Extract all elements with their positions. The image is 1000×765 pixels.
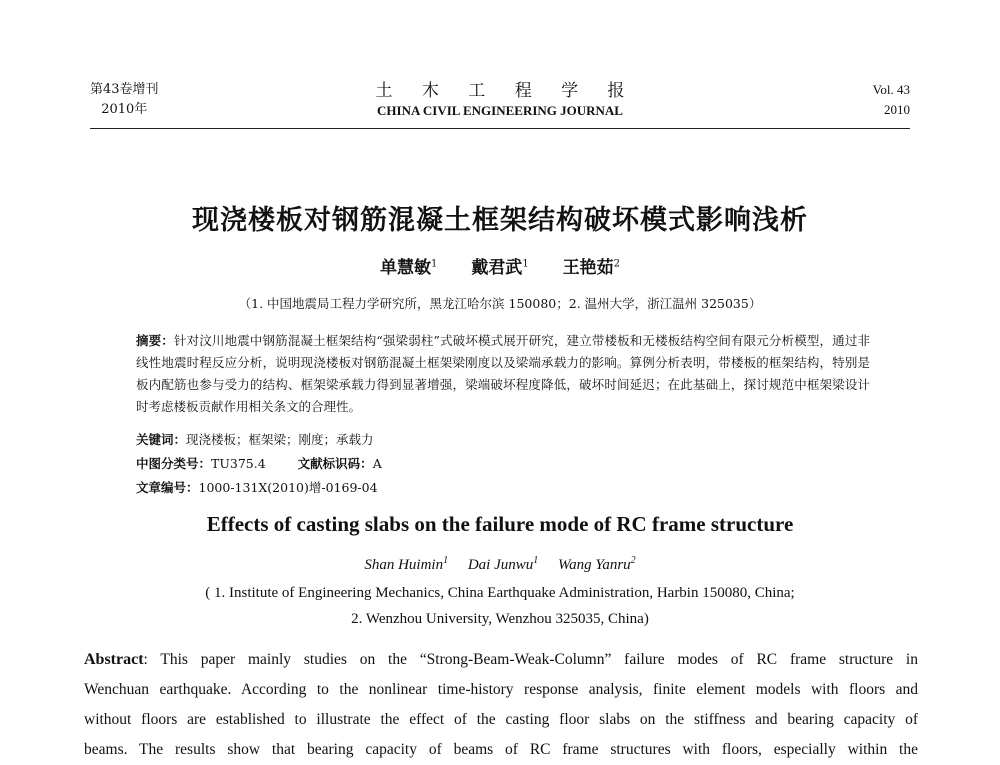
title-en: Effects of casting slabs on the failure mode of RC frame structure — [206, 512, 794, 536]
running-header — [90, 80, 910, 132]
clc-value: TU375.4 — [211, 456, 266, 471]
year-en: 2010 — [884, 102, 910, 117]
abstract-en-line: without floors are established to illustrate the effect of the casting floor slabs on the stiffness and bearing capacity of — [84, 711, 918, 728]
abstract-en-line: Abstract: This paper mainly studies on the “Strong-Beam-Weak-Column” failure modes of RC frame structure in — [84, 651, 918, 668]
title-cn: 现浇楼板对钢筋混凝土框架结构破坏模式影响浅析 — [192, 205, 808, 236]
affiliation-en-line1: ( 1. Institute of Engineering Mechanics, China Earthquake Administration, Harbin 150080, China; — [205, 585, 795, 601]
keywords-text: 现浇楼板；框架梁；刚度；承载力 — [186, 432, 374, 447]
article-number — [136, 478, 378, 498]
article-no-label: 文章编号： — [136, 480, 199, 495]
abstract-en-label: Abstract — [84, 651, 144, 668]
abstract-en-line: beams. The results show that bearing capacity of beams of RC frame structures with floors, especially within the — [84, 741, 918, 758]
doc-code-value: A — [372, 456, 382, 471]
abstract-en-line: Wenchuan earthquake. According to the nonlinear time-history response analysis, finite element models with floors and — [84, 681, 918, 698]
classification-line — [136, 454, 382, 474]
author-cn: 单慧敏$^1$ — [380, 258, 438, 278]
affiliation-en-line2: 2. Wenzhou University, Wenzhou 325035, China) — [351, 611, 649, 627]
author-en: Shan Huimin$^1$ — [364, 555, 449, 573]
abstract-cn-label: 摘要： — [136, 333, 174, 348]
header-center — [90, 80, 910, 120]
author-en: Dai Junwu$^1$ — [467, 555, 539, 573]
clc-label: 中图分类号： — [136, 456, 212, 471]
volume-en: Vol. 43 — [872, 82, 910, 97]
abstract-cn — [136, 330, 870, 418]
journal-name-cn: 土 木 工 程 学 报 — [375, 81, 637, 101]
year-cn: 2010年 — [101, 102, 148, 117]
volume-cn: 第43卷增刊 — [90, 82, 159, 97]
authors-cn — [0, 253, 1000, 278]
abstract-cn-text: 针对汶川地震中钢筋混凝土框架结构“强梁弱柱”式破坏模式展开研究，建立带楼板和无楼板结构空间有限元分析模型，通过非线性地震时程反应分析，说明现浇楼板对钢筋混凝土框架梁刚度以及梁端承载力的影响。算例分析表明，带楼板的框架结构，特别是板内配筋也参与受力的结构、框架梁承载力得到显著增强，梁端破坏程度降低，破坏时间延迟；在此基础上，探讨规范中框架梁设计时考虑楼板贡献作用相关条文的合理性。 — [136, 333, 870, 414]
keywords-label: 关键词： — [136, 432, 187, 447]
authors-en — [0, 555, 1000, 574]
header-right — [873, 80, 910, 120]
journal-name-en: CHINA CIVIL ENGINEERING JOURNAL — [377, 103, 623, 118]
affiliations-cn: （1. 中国地震局工程力学研究所，黑龙江哈尔滨 150080；2. 温州大学，浙江温州 325035） — [238, 296, 762, 311]
article-no-value: 1000-131X(2010)增-0169-04 — [198, 480, 378, 495]
author-cn: 王艳茹$^2$ — [562, 258, 620, 278]
author-cn: 戴君武$^1$ — [471, 258, 529, 278]
doc-code-label: 文献标识码： — [297, 456, 373, 471]
author-en: Wang Yanru$^2$ — [558, 555, 636, 573]
affiliations-en — [0, 580, 1000, 632]
abstract-en — [84, 645, 918, 765]
keywords-cn — [136, 430, 374, 450]
header-rule — [90, 128, 910, 129]
